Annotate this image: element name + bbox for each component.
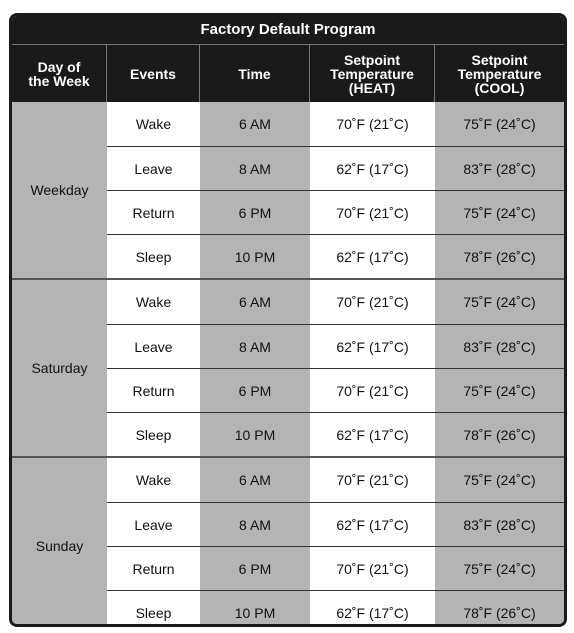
time-cell: 6 AM bbox=[200, 280, 310, 324]
table-row bbox=[107, 234, 564, 278]
time-cell: 6 PM bbox=[200, 369, 310, 412]
cool-setpoint-cell: 75˚F (24˚C) bbox=[435, 547, 564, 590]
event-cell: Sleep bbox=[107, 413, 200, 456]
header-day-of-week: Day of the Week bbox=[12, 45, 107, 102]
time-cell: 6 AM bbox=[200, 102, 310, 146]
table-row bbox=[107, 190, 564, 234]
table-header bbox=[12, 44, 564, 102]
event-cell: Wake bbox=[107, 102, 200, 146]
cool-setpoint-cell: 75˚F (24˚C) bbox=[435, 458, 564, 502]
table-title: Factory Default Program bbox=[12, 16, 564, 44]
time-cell: 6 AM bbox=[200, 458, 310, 502]
table-row bbox=[107, 412, 564, 456]
time-cell: 6 PM bbox=[200, 547, 310, 590]
table-body bbox=[12, 102, 564, 627]
heat-setpoint-cell: 70˚F (21˚C) bbox=[310, 458, 435, 502]
cool-setpoint-cell: 75˚F (24˚C) bbox=[435, 369, 564, 412]
heat-setpoint-cell: 70˚F (21˚C) bbox=[310, 102, 435, 146]
time-cell: 6 PM bbox=[200, 191, 310, 234]
heat-setpoint-cell: 62˚F (17˚C) bbox=[310, 591, 435, 627]
event-cell: Leave bbox=[107, 147, 200, 190]
event-cell: Return bbox=[107, 547, 200, 590]
event-cell: Return bbox=[107, 369, 200, 412]
cool-setpoint-cell: 75˚F (24˚C) bbox=[435, 191, 564, 234]
cool-setpoint-cell: 83˚F (28˚C) bbox=[435, 503, 564, 546]
table-row bbox=[107, 146, 564, 190]
event-cell: Leave bbox=[107, 503, 200, 546]
day-label: Saturday bbox=[12, 280, 107, 456]
cool-setpoint-cell: 75˚F (24˚C) bbox=[435, 102, 564, 146]
heat-setpoint-cell: 62˚F (17˚C) bbox=[310, 413, 435, 456]
event-cell: Wake bbox=[107, 458, 200, 502]
table-row bbox=[107, 368, 564, 412]
day-label: Sunday bbox=[12, 458, 107, 627]
heat-setpoint-cell: 62˚F (17˚C) bbox=[310, 235, 435, 278]
day-group bbox=[12, 458, 564, 627]
event-cell: Sleep bbox=[107, 591, 200, 627]
time-cell: 10 PM bbox=[200, 235, 310, 278]
table-row bbox=[107, 324, 564, 368]
cool-setpoint-cell: 78˚F (26˚C) bbox=[435, 235, 564, 278]
heat-setpoint-cell: 70˚F (21˚C) bbox=[310, 280, 435, 324]
table-row bbox=[107, 280, 564, 324]
program-table bbox=[9, 13, 567, 627]
heat-setpoint-cell: 70˚F (21˚C) bbox=[310, 547, 435, 590]
table-row bbox=[107, 590, 564, 627]
event-cell: Leave bbox=[107, 325, 200, 368]
day-label: Weekday bbox=[12, 102, 107, 278]
heat-setpoint-cell: 70˚F (21˚C) bbox=[310, 369, 435, 412]
time-cell: 10 PM bbox=[200, 413, 310, 456]
table-row bbox=[107, 102, 564, 146]
table-row bbox=[107, 546, 564, 590]
table-row bbox=[107, 502, 564, 546]
cool-setpoint-cell: 78˚F (26˚C) bbox=[435, 413, 564, 456]
cool-setpoint-cell: 75˚F (24˚C) bbox=[435, 280, 564, 324]
heat-setpoint-cell: 62˚F (17˚C) bbox=[310, 147, 435, 190]
cool-setpoint-cell: 78˚F (26˚C) bbox=[435, 591, 564, 627]
header-time: Time bbox=[200, 45, 310, 102]
table-row bbox=[107, 458, 564, 502]
time-cell: 10 PM bbox=[200, 591, 310, 627]
cool-setpoint-cell: 83˚F (28˚C) bbox=[435, 325, 564, 368]
event-cell: Return bbox=[107, 191, 200, 234]
header-heat-setpoint: Setpoint Temperature (HEAT) bbox=[310, 45, 435, 102]
time-cell: 8 AM bbox=[200, 147, 310, 190]
event-cell: Wake bbox=[107, 280, 200, 324]
time-cell: 8 AM bbox=[200, 325, 310, 368]
heat-setpoint-cell: 70˚F (21˚C) bbox=[310, 191, 435, 234]
heat-setpoint-cell: 62˚F (17˚C) bbox=[310, 325, 435, 368]
day-group bbox=[12, 280, 564, 458]
day-group bbox=[12, 102, 564, 280]
time-cell: 8 AM bbox=[200, 503, 310, 546]
header-cool-setpoint: Setpoint Temperature (COOL) bbox=[457, 51, 542, 96]
header-events: Events bbox=[107, 45, 200, 102]
cool-setpoint-cell: 83˚F (28˚C) bbox=[435, 147, 564, 190]
event-cell: Sleep bbox=[107, 235, 200, 278]
heat-setpoint-cell: 62˚F (17˚C) bbox=[310, 503, 435, 546]
